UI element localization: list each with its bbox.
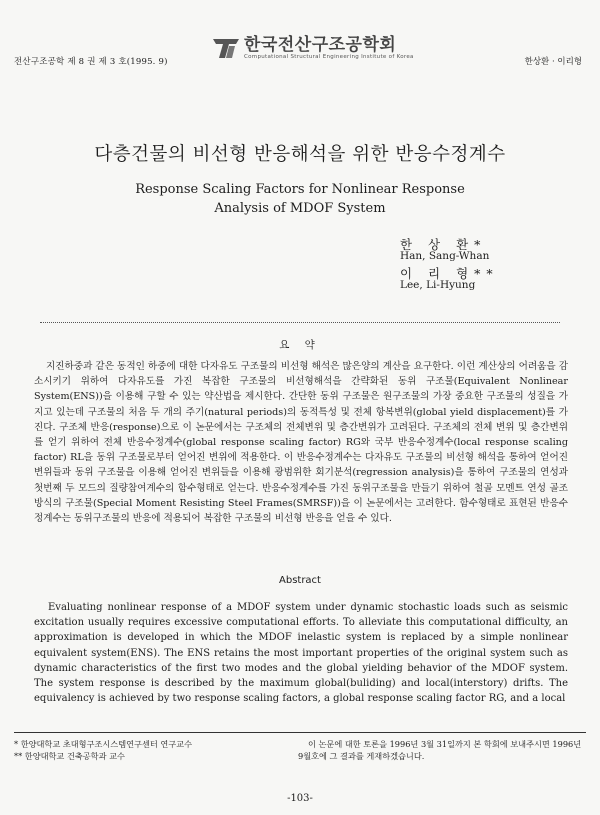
title-english-line2: Analysis of MDOF System <box>214 201 386 216</box>
korean-abstract <box>34 359 568 526</box>
footnote-rule <box>14 732 586 733</box>
discussion-notice: 이 논문에 대한 토론을 1996년 3월 31일까지 본 학회에 보내주시면 1996년 9월호에 그 결과를 게재하겠습니다. <box>298 739 582 761</box>
english-abstract <box>34 600 568 706</box>
title-english <box>0 180 600 218</box>
dotted-divider <box>40 322 560 323</box>
society-name: 한국전산구조공학회 <box>244 35 397 55</box>
english-abstract-heading: Abstract <box>279 575 321 586</box>
english-abstract-text: Evaluating nonlinear response of a MDOF system under dynamic stochastic loads such as seismic excitation usually requires excessive computational efforts. To alleviate this computational difficulty, an approximation is developed in which the MDOF inelastic system is replaced by a simple nonlinear equivalent system(ENS). The ENS retains the most important properties of the original system such as dynamic characteristics of the first two modes and the global yielding behavior of the MDOF system. The system response is described by the maximum global(buliding) and local(interstory) drifts. The equivalency is achieved by two response scaling factors, a global response scaling factor RG, and a local <box>34 602 568 705</box>
author-block <box>400 235 499 293</box>
author1-english: Han, Sang-Whan <box>400 249 490 262</box>
korean-abstract-heading: 요 약 <box>279 339 321 351</box>
title-korean: 다층건물의 비선형 반응해석을 위한 반응수정계수 <box>94 144 506 165</box>
journal-citation: 전산구조공학 제 8 권 제 3 호(1995. 9) <box>14 57 168 67</box>
affiliation-2: ** 한양대학교 건축공학과 교수 <box>14 751 125 761</box>
society-emblem-icon <box>212 36 240 60</box>
society-logo <box>212 36 414 60</box>
title-english-line1: Response Scaling Factors for Nonlinear Response <box>135 182 465 197</box>
society-english-name: Computational Structural Engineering Institute of Korea <box>244 54 414 60</box>
author1-korean: 한 상 환* <box>400 237 487 252</box>
author2-english: Lee, Li-Hyung <box>400 278 476 291</box>
korean-abstract-text: 지진하중과 같은 동적인 하중에 대한 다자유도 구조물의 비선형 해석은 많은양의 계산을 요구한다. 이런 계산상의 어려움을 감소시키기 위하여 다자유도를 가진 복잡한 구조물의 비선형해석을 간략화된 동위 구조물(Equivalent Nonlinear System(ENS))을 이용해 구할 수 있는 약산법을 제시한다. 간단한 동위 구조물은 원구조물의 가장 중요한 구조물의 성질을 가지고 있는데 구조물의 처음 두 개의 주기(natural periods)의 동적특성 및 전체 항복변위(global yield displacement)를 가진다. 구조체 반응(response)으로 이 논문에서는 구조체의 전체변위 및 층간변위가 고려된다. 구조체의 전체 변위 및 층간변위를 얻기 위하여 전체 반응수정계수(global response scaling factor) RG와 국부 반응수정계수(local response scaling factor) RL을 동위 구조물로부터 얻어진 변위에 적용한다. 이 반응수정계수는 다자유도 구조물의 비선형 해석을 통하여 얻어진 변위들과 동위 구조물을 이용해 얻어진 변위들을 이용해 광범위한 회기분석(regression analysis)을 통하여 구조물의 연성과 첫번째 두 모드의 질량참여계수의 함수형태로 얻는다. 반응수정계수를 가진 동위구조물을 만들기 위하여 철골 모멘트 연성 골조 방식의 구조물(Special Moment Resisting Steel Frames(SMRSF))을 이 논문에서는 고려한다. 함수형태로 표현된 반응수정계수는 동위구조물의 반응에 적용되어 복잡한 구조물의 비선형 반응을 얻을 수 있다. <box>34 361 568 525</box>
page-number: -103- <box>287 793 313 804</box>
running-authors: 한상환 · 이리형 <box>524 57 582 67</box>
affiliation-1: * 한양대학교 초대형구조시스템연구센터 연구교수 <box>14 739 192 749</box>
author2-korean: 이 리 형** <box>400 266 499 281</box>
footnote-affiliations <box>14 738 192 762</box>
